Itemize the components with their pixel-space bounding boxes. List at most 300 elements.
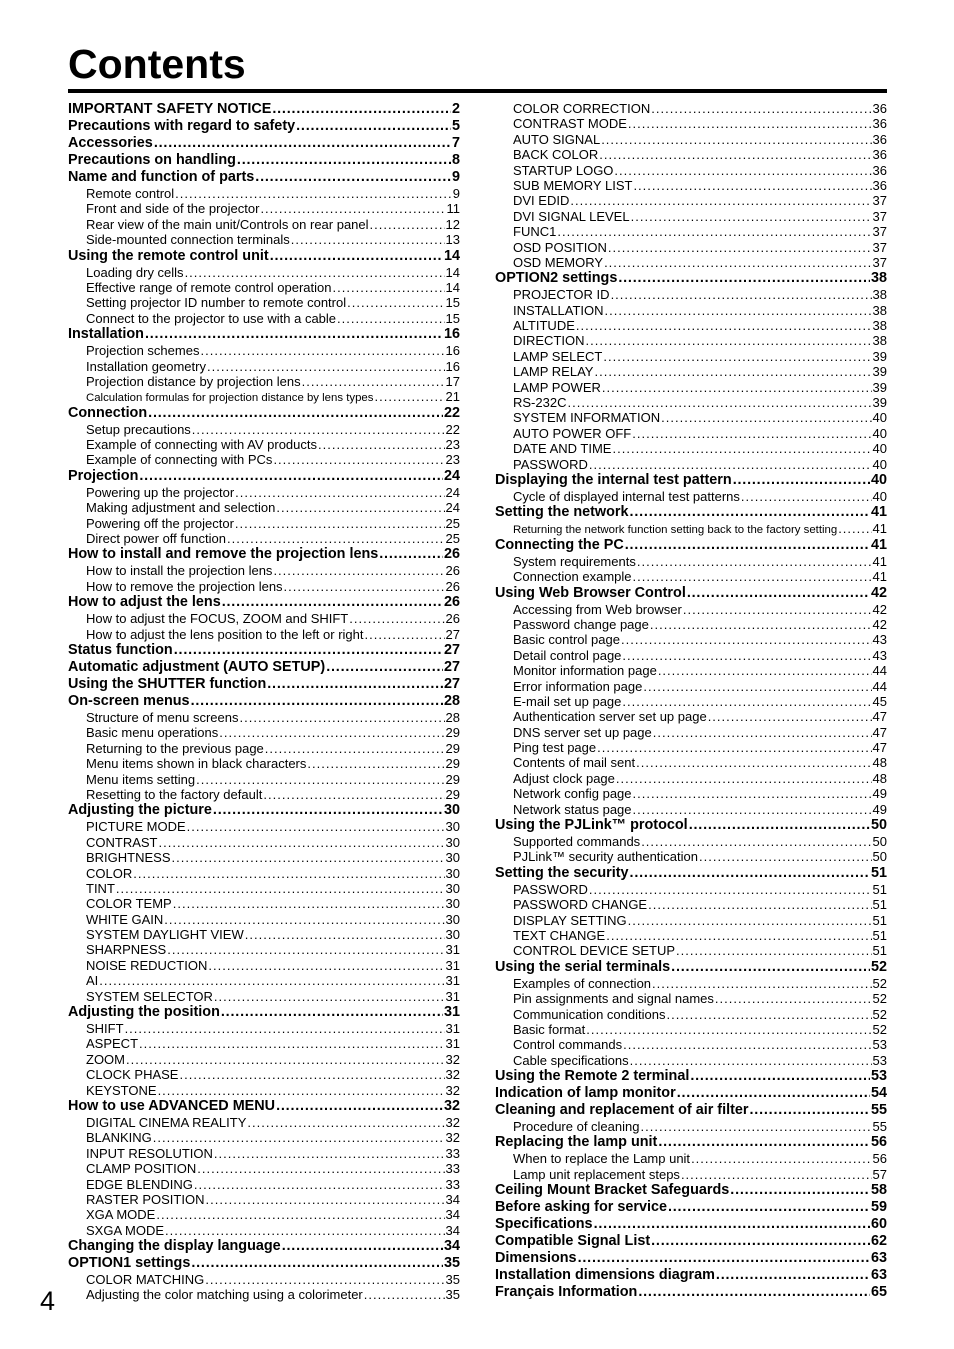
toc-entry-label: When to replace the Lamp unit: [513, 1151, 691, 1167]
toc-subsection-entry: [495, 786, 887, 801]
toc-entry-page: 43: [872, 632, 887, 648]
toc-subsection-entry: [495, 991, 887, 1006]
toc-entry-label: CONTRAST: [86, 834, 158, 850]
toc-entry-label: How to install the projection lens: [86, 563, 273, 579]
toc-section-entry: [68, 326, 460, 343]
toc-entry-label: Setting the security: [495, 864, 629, 881]
toc-entry-page: 55: [872, 1119, 887, 1135]
toc-leader-dots: [676, 943, 871, 958]
toc-entry-label: Cleaning and replacement of air filter: [495, 1102, 749, 1119]
toc-subsection-entry: [495, 1037, 887, 1052]
toc-section-entry: [68, 468, 460, 485]
toc-leader-dots: [148, 405, 443, 422]
toc-entry-page: 58: [870, 1182, 887, 1199]
toc-entry-label: Using the remote control unit: [68, 247, 269, 264]
toc-entry-page: 15: [445, 310, 460, 326]
toc-subsection-entry: [68, 1021, 460, 1036]
toc-entry-label: PROJECTOR ID: [513, 287, 610, 303]
toc-section-entry: [68, 1255, 460, 1272]
toc-entry-page: 26: [445, 563, 460, 579]
toc-entry-page: 34: [445, 1191, 460, 1207]
toc-subsection-entry: [495, 209, 887, 224]
toc-entry-page: 50: [872, 834, 887, 850]
toc-entry-label: IMPORTANT SAFETY NOTICE: [68, 101, 272, 117]
toc-section-entry: [68, 594, 460, 611]
toc-entry-label: How to remove the projection lens: [86, 578, 283, 594]
toc-leader-dots: [589, 457, 872, 472]
toc-entry-page: 24: [443, 467, 460, 484]
toc-entry-label: EDGE BLENDING: [86, 1176, 193, 1192]
toc-entry-page: 42: [872, 616, 887, 632]
toc-entry-page: 21: [445, 389, 460, 405]
toc-entry-page: 24: [445, 500, 460, 516]
toc-section-entry: [68, 118, 460, 135]
toc-entry-page: 48: [872, 755, 887, 771]
toc-subsection-entry: [495, 380, 887, 395]
toc-entry-label: RASTER POSITION: [86, 1191, 205, 1207]
toc-subsection-entry: [495, 333, 887, 348]
toc-subsection-entry: [495, 663, 887, 678]
toc-entry-label: How to adjust the lens position to the left or right: [86, 626, 364, 642]
toc-leader-dots: [126, 1052, 445, 1067]
toc-entry-page: 12: [445, 216, 460, 232]
toc-entry-page: 62: [870, 1233, 887, 1250]
toc-entry-label: Status function: [68, 641, 173, 658]
toc-leader-dots: [631, 209, 872, 224]
toc-subsection-entry: [68, 710, 460, 725]
toc-leader-dots: [630, 504, 870, 521]
toc-section-entry: [495, 1216, 887, 1233]
toc-entry-label: Pin assignments and signal names: [513, 991, 714, 1007]
toc-subsection-entry: [495, 1022, 887, 1037]
toc-leader-dots: [191, 693, 443, 710]
toc-entry-page: 42: [872, 601, 887, 617]
toc-leader-dots: [139, 1036, 445, 1051]
toc-entry-label: Precautions with regard to safety: [68, 118, 296, 134]
toc-entry-label: Installation geometry: [86, 358, 206, 374]
toc-leader-dots: [653, 725, 872, 740]
toc-entry-label: FUNC1: [513, 224, 557, 240]
toc-entry-label: Setting the network: [495, 504, 629, 521]
toc-leader-dots: [606, 928, 871, 943]
toc-entry-page: 23: [445, 437, 460, 453]
toc-entry-label: Direct power off function: [86, 531, 226, 547]
toc-entry-page: 29: [445, 740, 460, 756]
toc-subsection-entry: [495, 318, 887, 333]
toc-subsection-entry: [495, 1119, 887, 1134]
toc-subsection-entry: [68, 1130, 460, 1145]
toc-entry-page: 29: [445, 786, 460, 802]
toc-entry-label: How to adjust the FOCUS, ZOOM and SHIFT: [86, 611, 349, 627]
toc-entry-page: 36: [872, 131, 887, 147]
toc-leader-dots: [630, 1053, 872, 1068]
toc-entry-label: Authentication server set up page: [513, 709, 707, 725]
toc-entry-page: 37: [872, 224, 887, 240]
toc-subsection-entry: [495, 554, 887, 569]
toc-subsection-entry: [68, 343, 460, 358]
toc-subsection-entry: [495, 1167, 887, 1182]
toc-entry-page: 13: [445, 232, 460, 248]
toc-entry-label: On-screen menus: [68, 692, 190, 709]
toc-subsection-entry: [495, 648, 887, 663]
toc-section-entry: [68, 135, 460, 152]
toc-leader-dots: [263, 787, 444, 802]
toc-leader-dots: [318, 437, 445, 452]
toc-entry-label: Front and side of the projector: [86, 201, 260, 217]
toc-entry-label: KEYSTONE: [86, 1082, 157, 1098]
toc-section-entry: [495, 585, 887, 602]
toc-entry-label: Network status page: [513, 801, 632, 817]
toc-subsection-entry: [495, 521, 887, 536]
toc-entry-page: 36: [872, 147, 887, 163]
toc-entry-label: XGA MODE: [86, 1207, 156, 1223]
toc-leader-dots: [633, 178, 871, 193]
toc-entry-label: DIGITAL CINEMA REALITY: [86, 1114, 247, 1130]
toc-leader-dots: [133, 866, 444, 881]
toc-leader-dots: [167, 942, 444, 957]
toc-subsection-entry: [68, 1146, 460, 1161]
page-number: 4: [40, 1286, 56, 1316]
toc-leader-dots: [691, 1151, 871, 1166]
toc-section-entry: [68, 1004, 460, 1021]
toc-entry-page: 25: [445, 531, 460, 547]
toc-entry-page: 50: [870, 817, 887, 834]
toc-entry-label: Basic format: [513, 1021, 586, 1037]
toc-section-entry: [495, 959, 887, 976]
toc-subsection-entry: [68, 989, 460, 1004]
toc-entry-page: 26: [445, 611, 460, 627]
toc-entry-label: Indication of lamp monitor: [495, 1085, 676, 1102]
toc-entry-label: SHIFT: [86, 1021, 124, 1037]
toc-entry-label: Supported commands: [513, 834, 641, 850]
toc-entry-label: Using the PJLink™ protocol: [495, 817, 688, 834]
toc-entry-page: 36: [872, 177, 887, 193]
toc-subsection-entry: [68, 516, 460, 531]
toc-entry-page: 15: [445, 295, 460, 311]
toc-entry-label: Returning to the previous page: [86, 740, 264, 756]
toc-entry-page: 30: [445, 834, 460, 850]
toc-entry-label: STARTUP LOGO: [513, 162, 614, 178]
toc-entry-page: 27: [443, 658, 460, 675]
toc-leader-dots: [260, 201, 445, 216]
toc-entry-label: OSD MEMORY: [513, 254, 604, 270]
toc-leader-dots: [364, 1287, 445, 1302]
toc-entry-page: 37: [872, 193, 887, 209]
toc-subsection-entry: [495, 255, 887, 270]
toc-leader-dots: [191, 1255, 443, 1272]
toc-subsection-entry: [68, 611, 460, 626]
toc-entry-label: CONTRAST MODE: [513, 116, 627, 132]
toc-entry-label: DIRECTION: [513, 333, 585, 349]
toc-entry-page: 39: [872, 348, 887, 364]
toc-entry-label: Automatic adjustment (AUTO SETUP): [68, 658, 326, 675]
toc-leader-dots: [611, 287, 872, 302]
toc-subsection-entry: [495, 802, 887, 817]
toc-entry-label: Loading dry cells: [86, 264, 184, 280]
toc-subsection-entry: [495, 943, 887, 958]
toc-leader-dots: [221, 1004, 443, 1021]
toc-entry-label: System requirements: [513, 553, 636, 569]
toc-leader-dots: [214, 989, 445, 1004]
toc-subsection-entry: [68, 422, 460, 437]
toc-leader-dots: [630, 865, 870, 882]
toc-subsection-entry: [495, 679, 887, 694]
toc-entry-page: 38: [870, 270, 887, 287]
toc-entry-page: 9: [452, 186, 460, 201]
page-title: Contents: [68, 41, 246, 87]
toc-leader-dots: [139, 468, 443, 485]
toc-subsection-entry: [495, 632, 887, 647]
toc-entry-label: Resetting to the factory default: [86, 786, 263, 802]
toc-subsection-entry: [68, 280, 460, 295]
toc-subsection-entry: [68, 359, 460, 374]
toc-leader-dots: [273, 452, 444, 467]
toc-entry-page: 41: [872, 553, 887, 569]
toc-entry-label: Powering up the projector: [86, 484, 235, 500]
toc-entry-label: INSTALLATION: [513, 302, 604, 318]
toc-entry-label: Monitor information page: [513, 663, 657, 679]
toc-leader-dots: [205, 1272, 444, 1287]
toc-entry-page: 2: [451, 101, 460, 117]
toc-subsection-entry: [68, 942, 460, 957]
toc-subsection-entry: [495, 755, 887, 770]
toc-leader-dots: [616, 771, 872, 786]
toc-entry-label: BRIGHTNESS: [86, 850, 171, 866]
title-divider: [68, 89, 887, 93]
toc-entry-page: 39: [872, 395, 887, 411]
toc-entry-label: Procedure of cleaning: [513, 1119, 640, 1135]
toc-entry-page: 29: [445, 771, 460, 787]
toc-subsection-entry: [495, 287, 887, 302]
toc-section-entry: [68, 642, 460, 659]
toc-leader-dots: [671, 959, 870, 976]
toc-subsection-entry: [68, 452, 460, 467]
toc-entry-label: CONTROL DEVICE SETUP: [513, 943, 676, 959]
toc-entry-label: Menu items setting: [86, 771, 196, 787]
toc-leader-dots: [197, 1161, 444, 1176]
toc-entry-page: 26: [443, 594, 460, 611]
toc-subsection-entry: [495, 928, 887, 943]
toc-section-entry: [68, 546, 460, 563]
toc-section-entry: [68, 101, 460, 118]
toc-subsection-entry: [495, 349, 887, 364]
toc-section-entry: [495, 1134, 887, 1151]
toc-entry-label: Using the SHUTTER function: [68, 675, 267, 692]
toc-leader-dots: [179, 1067, 444, 1082]
toc-leader-dots: [247, 1115, 444, 1130]
toc-subsection-entry: [68, 563, 460, 578]
toc-entry-label: Examples of connection: [513, 975, 652, 991]
toc-leader-dots: [750, 1102, 870, 1119]
toc-entry-label: WHITE GAIN: [86, 911, 164, 927]
toc-section-entry: [495, 817, 887, 834]
toc-subsection-entry: [495, 303, 887, 318]
toc-leader-dots: [614, 163, 871, 178]
toc-entry-label: Rear view of the main unit/Controls on rear panel: [86, 216, 369, 232]
toc-entry-page: 48: [872, 770, 887, 786]
toc-entry-label: How to install and remove the projection lens: [68, 546, 379, 563]
toc-leader-dots: [153, 1130, 445, 1145]
toc-section-entry: [495, 1068, 887, 1085]
toc-entry-label: Projection schemes: [86, 343, 200, 359]
toc-leader-dots: [173, 896, 445, 911]
toc-entry-label: LAMP POWER: [513, 379, 601, 395]
toc-entry-page: 14: [445, 264, 460, 280]
toc-leader-dots: [604, 255, 871, 270]
toc-entry-page: 36: [872, 162, 887, 178]
toc-subsection-entry: [495, 410, 887, 425]
toc-entry-label: Setup precautions: [86, 421, 191, 437]
toc-entry-label: Ceiling Mount Bracket Safeguards: [495, 1182, 730, 1199]
toc-entry-label: Calculation formulas for projection distance by lens types: [86, 392, 374, 405]
toc-section-entry: [68, 405, 460, 422]
toc-entry-label: TEXT CHANGE: [513, 927, 606, 943]
toc-subsection-entry: [68, 866, 460, 881]
toc-entry-label: Connect to the projector to use with a cable: [86, 310, 337, 326]
toc-entry-label: LAMP RELAY: [513, 364, 594, 380]
toc-leader-dots: [687, 585, 870, 602]
toc-section-entry: [68, 248, 460, 265]
toc-subsection-entry: [68, 217, 460, 232]
toc-entry-page: 23: [445, 452, 460, 468]
toc-subsection-entry: [495, 602, 887, 617]
toc-leader-dots: [365, 627, 445, 642]
toc-entry-label: Effective range of remote control operation: [86, 279, 332, 295]
toc-entry-page: 52: [870, 958, 887, 975]
toc-leader-dots: [716, 1267, 870, 1284]
toc-leader-dots: [651, 101, 871, 116]
toc-subsection-entry: [68, 819, 460, 834]
toc-entry-page: 59: [870, 1199, 887, 1216]
toc-subsection-entry: [495, 1053, 887, 1068]
toc-leader-dots: [194, 1177, 445, 1192]
toc-entry-label: COLOR CORRECTION: [513, 101, 651, 116]
toc-leader-dots: [207, 359, 445, 374]
toc-leader-dots: [628, 913, 872, 928]
toc-entry-page: 24: [445, 484, 460, 500]
toc-entry-page: 52: [872, 1021, 887, 1037]
toc-entry-label: Basic menu operations: [86, 725, 219, 741]
toc-entry-label: SYSTEM INFORMATION: [513, 410, 661, 426]
toc-entry-label: CLAMP POSITION: [86, 1161, 197, 1177]
toc-subsection-entry: [68, 531, 460, 546]
toc-leader-dots: [208, 958, 444, 973]
toc-entry-label: COLOR: [86, 865, 133, 881]
toc-section-entry: [495, 504, 887, 521]
toc-subsection-entry: [68, 850, 460, 865]
toc-subsection-entry: [495, 617, 887, 632]
toc-entry-page: 39: [872, 379, 887, 395]
toc-subsection-entry: [495, 489, 887, 504]
toc-entry-page: 14: [445, 279, 460, 295]
toc-entry-page: 40: [872, 425, 887, 441]
toc-entry-page: 8: [451, 152, 460, 168]
toc-entry-label: INPUT RESOLUTION: [86, 1145, 213, 1161]
toc-subsection-entry: [495, 976, 887, 991]
toc-leader-dots: [652, 976, 872, 991]
toc-entry-page: 38: [872, 287, 887, 303]
toc-entry-label: Projection: [68, 467, 139, 484]
toc-leader-dots: [557, 224, 871, 239]
toc-entry-page: 38: [872, 318, 887, 334]
toc-entry-page: 63: [870, 1267, 887, 1284]
toc-entry-label: TINT: [86, 880, 115, 896]
toc-subsection-entry: [495, 426, 887, 441]
toc-leader-dots: [641, 834, 871, 849]
toc-leader-dots: [608, 240, 872, 255]
toc-subsection-entry: [495, 913, 887, 928]
toc-subsection-entry: [68, 265, 460, 280]
toc-section-entry: [495, 1102, 887, 1119]
toc-leader-dots: [185, 265, 445, 280]
toc-subsection-entry: [68, 973, 460, 988]
toc-entry-page: 33: [445, 1161, 460, 1177]
toc-entry-page: 65: [870, 1284, 887, 1301]
toc-entry-page: 32: [443, 1097, 460, 1114]
toc-leader-dots: [658, 1134, 870, 1151]
toc-leader-dots: [235, 485, 444, 500]
toc-section-entry: [495, 1267, 887, 1284]
toc-section-entry: [68, 802, 460, 819]
toc-entry-page: 53: [872, 1052, 887, 1068]
toc-entry-label: Installation dimensions diagram: [495, 1267, 715, 1284]
toc-entry-page: 32: [445, 1114, 460, 1130]
toc-leader-dots: [622, 648, 871, 663]
toc-entry-label: Compatible Signal List: [495, 1233, 651, 1250]
toc-entry-label: BLANKING: [86, 1130, 152, 1146]
toc-entry-label: RS-232C: [513, 395, 567, 411]
toc-leader-dots: [623, 1037, 871, 1052]
toc-leader-dots: [640, 1119, 871, 1134]
toc-entry-label: AUTO POWER OFF: [513, 425, 632, 441]
toc-entry-label: Control commands: [513, 1037, 623, 1053]
toc-leader-dots: [332, 280, 444, 295]
toc-entry-page: 26: [445, 578, 460, 594]
toc-entry-page: 22: [445, 421, 460, 437]
toc-entry-page: 31: [443, 1004, 460, 1021]
toc-entry-label: PASSWORD: [513, 881, 588, 897]
toc-entry-label: SYSTEM DAYLIGHT VIEW: [86, 927, 244, 943]
toc-entry-label: Lamp unit replacement steps: [513, 1166, 680, 1182]
toc-entry-page: 47: [872, 724, 887, 740]
toc-subsection-entry: [68, 1272, 460, 1287]
toc-entry-label: OPTION1 settings: [68, 1255, 191, 1272]
toc-subsection-entry: [68, 725, 460, 740]
toc-entry-page: 47: [872, 740, 887, 756]
toc-entry-label: E-mail set up page: [513, 693, 622, 709]
toc-entry-page: 52: [872, 975, 887, 991]
toc-subsection-entry: [68, 756, 460, 771]
toc-entry-label: Network config page: [513, 786, 632, 802]
toc-entry-page: 32: [445, 1082, 460, 1098]
toc-subsection-entry: [495, 147, 887, 162]
toc-entry-page: 37: [872, 239, 887, 255]
toc-entry-label: CLOCK PHASE: [86, 1067, 179, 1083]
toc-entry-page: 34: [445, 1222, 460, 1238]
toc-subsection-entry: [495, 771, 887, 786]
toc-entry-label: PJLink™ security authentication: [513, 849, 698, 865]
toc-subsection-entry: [68, 1052, 460, 1067]
toc-leader-dots: [599, 147, 871, 162]
toc-entry-page: 16: [445, 343, 460, 359]
toc-entry-page: 32: [445, 1067, 460, 1083]
toc-entry-page: 16: [445, 358, 460, 374]
toc-entry-page: 35: [445, 1272, 460, 1288]
toc-leader-dots: [192, 422, 445, 437]
toc-leader-dots: [681, 1167, 872, 1182]
toc-entry-page: 29: [445, 756, 460, 772]
toc-entry-label: NOISE REDUCTION: [86, 957, 208, 973]
